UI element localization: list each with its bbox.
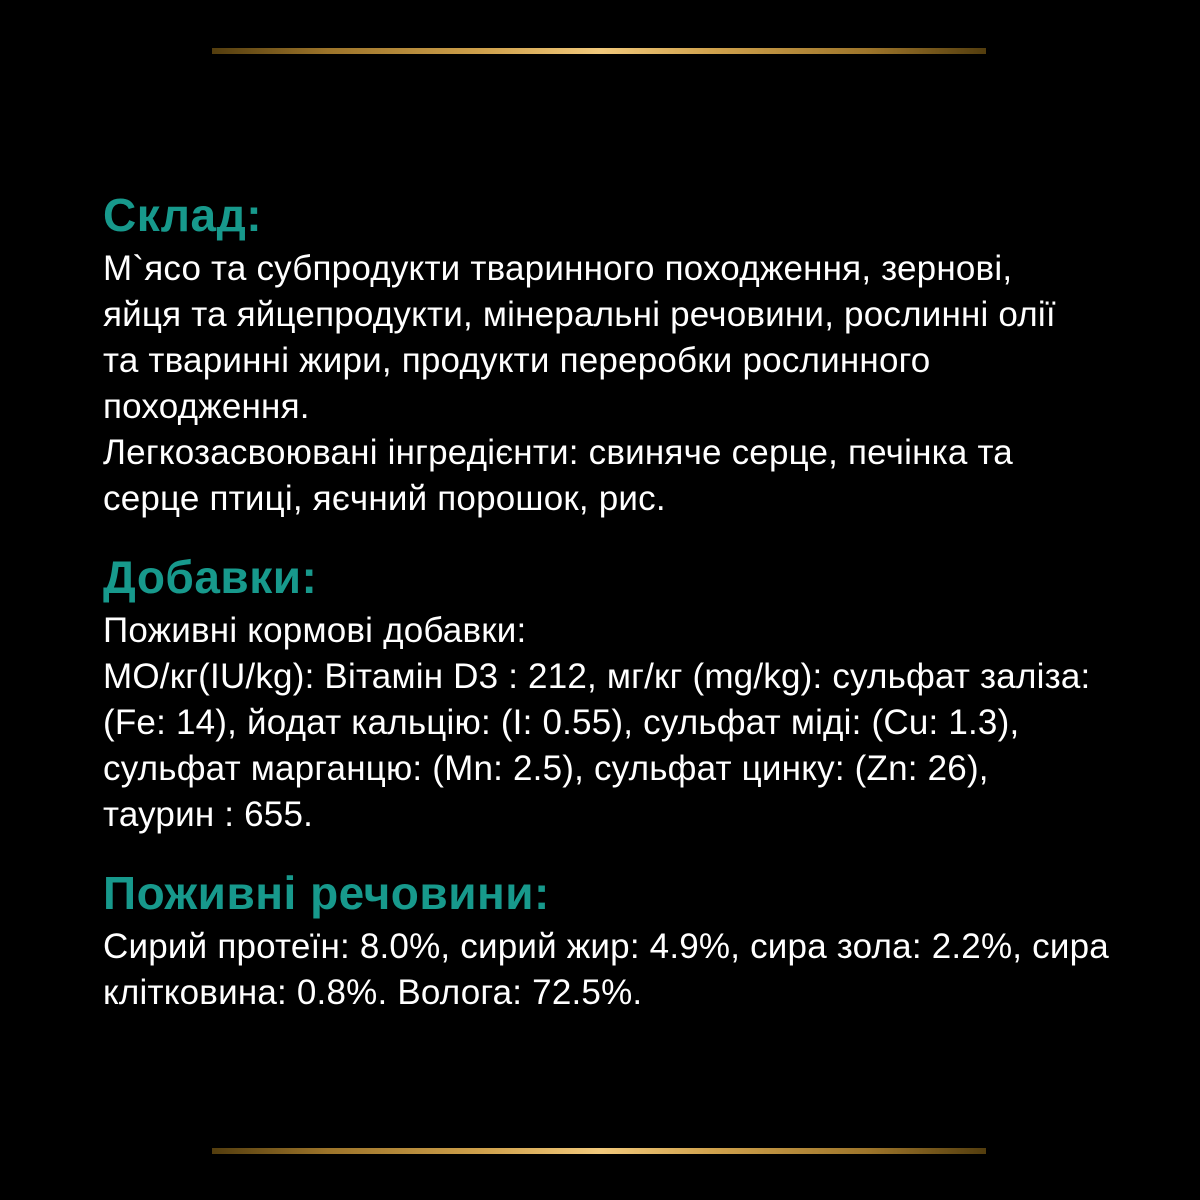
text-line: Легкозасвоювані інгредієнти: свиняче серце, печінка та xyxy=(103,433,1013,472)
section-heading-composition: Склад: xyxy=(103,189,263,241)
text-line: таурин : 655. xyxy=(103,795,314,834)
text-line: М`ясо та субпродукти тваринного походження, зернові, xyxy=(103,249,1013,288)
gold-divider-top xyxy=(212,48,986,54)
text-line: (Fe: 14), йодат кальцію: (I: 0.55), сульфат міді: (Cu: 1.3), xyxy=(103,703,1020,742)
section-heading-nutrients: Поживні речовини: xyxy=(103,867,550,919)
section-heading-additives: Добавки: xyxy=(103,551,318,603)
section-nutrients xyxy=(103,868,1113,1016)
text-line: Сирий протеїн: 8.0%, сирий жир: 4.9%, сира зола: 2.2%, сира xyxy=(103,927,1109,966)
text-line: серце птиці, яєчний порошок, рис. xyxy=(103,479,666,518)
text-line: клітковина: 0.8%. Волога: 72.5%. xyxy=(103,973,643,1012)
text-line: та тваринні жири, продукти переробки рослинного xyxy=(103,341,931,380)
label-content xyxy=(103,190,1113,1016)
text-line: Поживні кормові добавки: xyxy=(103,611,527,650)
text-line: яйця та яйцепродукти, мінеральні речовини, рослинні олії xyxy=(103,295,1056,334)
gold-divider-bottom xyxy=(212,1148,986,1154)
text-line: походження. xyxy=(103,387,310,426)
section-composition xyxy=(103,190,1113,522)
section-additives xyxy=(103,552,1113,838)
text-line: МО/кг(IU/kg): Вітамін D3 : 212, мг/кг (mg/kg): сульфат заліза: xyxy=(103,657,1091,696)
text-line: сульфат марганцю: (Mn: 2.5), сульфат цинку: (Zn: 26), xyxy=(103,749,989,788)
